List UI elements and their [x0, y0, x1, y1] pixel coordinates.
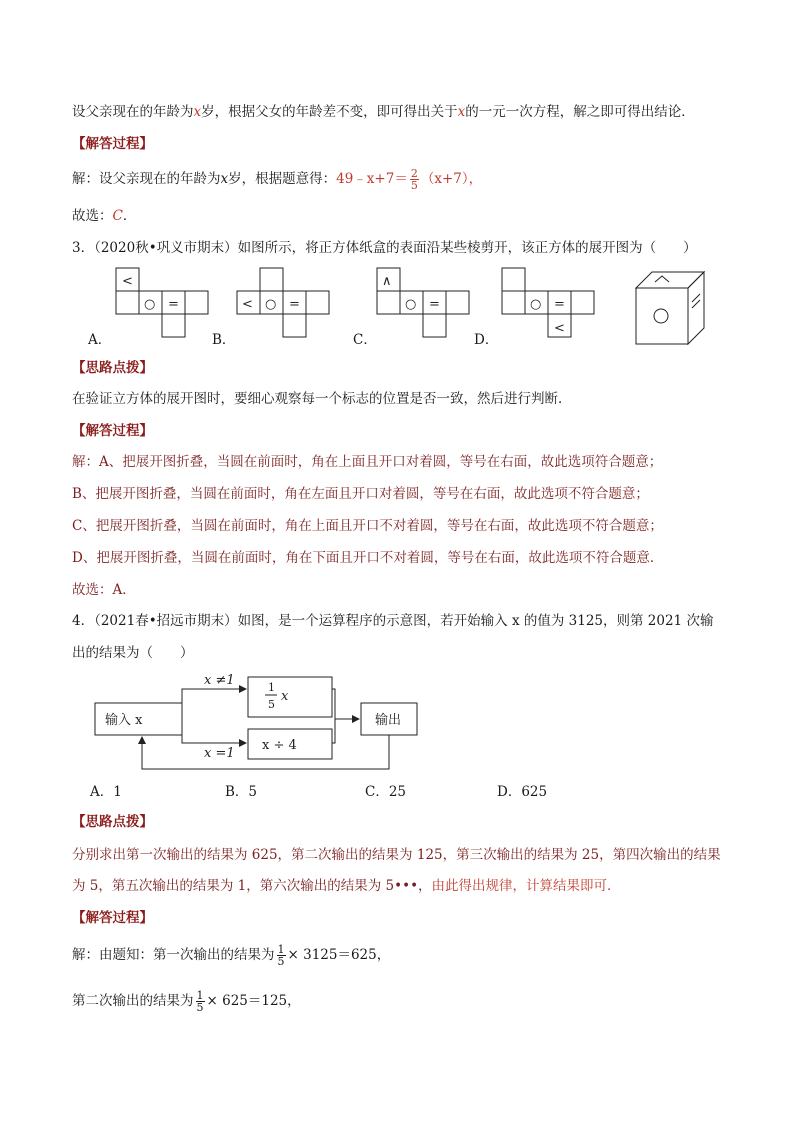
answer-process-label-q3: 【解答过程】: [72, 423, 153, 439]
q4-sol1-frac-num: 1: [277, 943, 285, 956]
q3-answer: 故选：A．: [72, 582, 136, 598]
q2-answer-end: ．: [122, 208, 137, 224]
q2-answer-letter: C: [112, 208, 123, 224]
net-a-eq: =: [168, 297, 179, 312]
q3-solution-a: 解：A、把展开图折叠，当圆在前面时，角在上面且开口对着圆，等号在右面，故此选项符合题意；: [72, 454, 663, 470]
q2-sol-prefix: 解：设父亲现在的年龄为: [72, 171, 221, 187]
intro-text-3: 的一元一次方程，解之即可得出结论．: [465, 104, 695, 120]
answer-process-label: 【解答过程】: [72, 136, 153, 152]
q4-hint-line-1: 分别求出第一次输出的结果为 625，第二次输出的结果为 125，第三次输出的结果为 25，第四次输出的结果: [72, 847, 721, 863]
q4-solution-line-2: [72, 990, 301, 1013]
q4-sol1-prefix: 解：由题知：第一次输出的结果为: [72, 947, 275, 963]
q4-sol2-frac-num: 1: [196, 989, 204, 1002]
net-a-circle: ○: [144, 297, 156, 312]
hint-label-q3: 【思路点拨】: [72, 360, 153, 376]
net-b-angle: <: [242, 297, 253, 312]
q4-sol1-suffix: × 3125＝625，: [287, 947, 391, 963]
net-b-circle: ○: [265, 297, 277, 312]
output-label: 输出: [375, 713, 402, 728]
q3-solution-b: B、把展开图折叠，当圆在前面时，角在左面且开口对着圆，等号在右面，故此选项不符合题意；: [72, 486, 649, 502]
q3-option-a[interactable]: A．: [88, 332, 112, 348]
net-a-angle: <: [122, 274, 133, 289]
q3-option-c[interactable]: C．: [353, 332, 377, 348]
q2-eq-right: （x+7），: [420, 171, 483, 187]
intro-var-x-2: x: [457, 104, 466, 120]
intro-var-x: x: [193, 104, 202, 120]
q3-option-d[interactable]: D．: [474, 332, 499, 348]
q3-solution-c: C、把展开图折叠，当圆在前面时，角在上面且开口不对着圆，等号在右面，故此选项不符合题意；: [72, 518, 663, 534]
q2-answer-prefix: 故选：: [72, 208, 113, 224]
q2-eq-fraction: [410, 168, 419, 191]
q4-sol2-suffix: × 625＝125，: [206, 993, 301, 1009]
q3-solution-d: D、把展开图折叠，当圆在前面时，角在下面且开口不对着圆，等号在右面，故此选项不符合题意．: [72, 550, 664, 566]
input-label: 输入 x: [105, 713, 143, 728]
q2-frac-num: 2: [410, 167, 418, 180]
q4-flowchart: [0, 665, 794, 785]
q4-hint-line-2b: 由此得出规律，计算结果即可．: [431, 878, 621, 894]
q4-option-d[interactable]: D．625: [497, 784, 548, 800]
op-bottom-label: x ÷ 4: [262, 738, 297, 753]
intro-text-1: 设父亲现在的年龄为: [72, 104, 194, 120]
q3-option-b[interactable]: B．: [212, 332, 236, 348]
q4-sol2-frac-den: 5: [196, 1001, 204, 1014]
q4-sol1-frac-den: 5: [277, 955, 285, 968]
net-c-eq: =: [429, 297, 440, 312]
q2-frac-den: 5: [410, 179, 418, 192]
op-top-frac-den: 5: [268, 698, 275, 711]
q2-sol-mid: 岁，根据题意得：: [228, 171, 337, 187]
cond-bottom-label: x =1: [204, 746, 235, 761]
cond-top-label: x ≠1: [204, 673, 235, 688]
q4-hint-line-2a: 为 5，第五次输出的结果为 1，第六次输出的结果为 5•••，: [72, 878, 432, 894]
net-c-angle: ∧: [382, 274, 392, 289]
q4-stem-line-1: 4．（2021春•招远市期末）如图，是一个运算程序的示意图，若开始输入 x 的值为 3125，则第 2021 次输: [72, 613, 714, 629]
net-d-angle: <: [554, 321, 565, 336]
q4-option-c[interactable]: C．25: [365, 784, 407, 800]
q4-sol2-fraction: [196, 990, 205, 1013]
op-top-frac-num: 1: [268, 681, 275, 694]
net-b-eq: =: [289, 297, 300, 312]
q3-stem: 3．（2020秋•巩义市期末）如图所示，将正方体纸盒的表面沿某些棱剪开，该正方体的展开图为（ ）: [72, 240, 697, 256]
op-top-box: [248, 677, 332, 717]
net-d: [502, 268, 594, 337]
answer-process-label-q4: 【解答过程】: [72, 910, 153, 926]
intro-text-2: 岁，根据父女的年龄差不变，即可得出关于: [201, 104, 458, 120]
hint-label-q4: 【思路点拨】: [72, 814, 153, 830]
q4-solution-line-1: [72, 944, 390, 967]
q4-sol1-fraction: [277, 944, 286, 967]
q4-sol2-prefix: 第二次输出的结果为: [72, 993, 194, 1009]
q2-answer: [72, 206, 136, 226]
op-top-var: x: [281, 689, 289, 704]
intro-line: [72, 102, 695, 122]
q2-sol-var: x: [220, 171, 229, 187]
q2-solution-line: [72, 168, 482, 191]
q4-option-b[interactable]: B．5: [225, 784, 258, 800]
q3-hint-text: 在验证立方体的展开图时，要细心观察每一个标志的位置是否一致，然后进行判断．: [72, 391, 572, 407]
net-d-eq: =: [554, 297, 565, 312]
q2-eq-left: 49﹣x+7＝: [336, 171, 408, 187]
net-c-circle: ○: [405, 297, 417, 312]
q4-option-a[interactable]: A．1: [90, 784, 122, 800]
net-d-circle: ○: [530, 297, 542, 312]
q4-stem-line-2: 出的结果为（ ）: [72, 645, 194, 661]
q4-hint-line-2: [72, 876, 621, 896]
cube-figure: [636, 272, 704, 344]
